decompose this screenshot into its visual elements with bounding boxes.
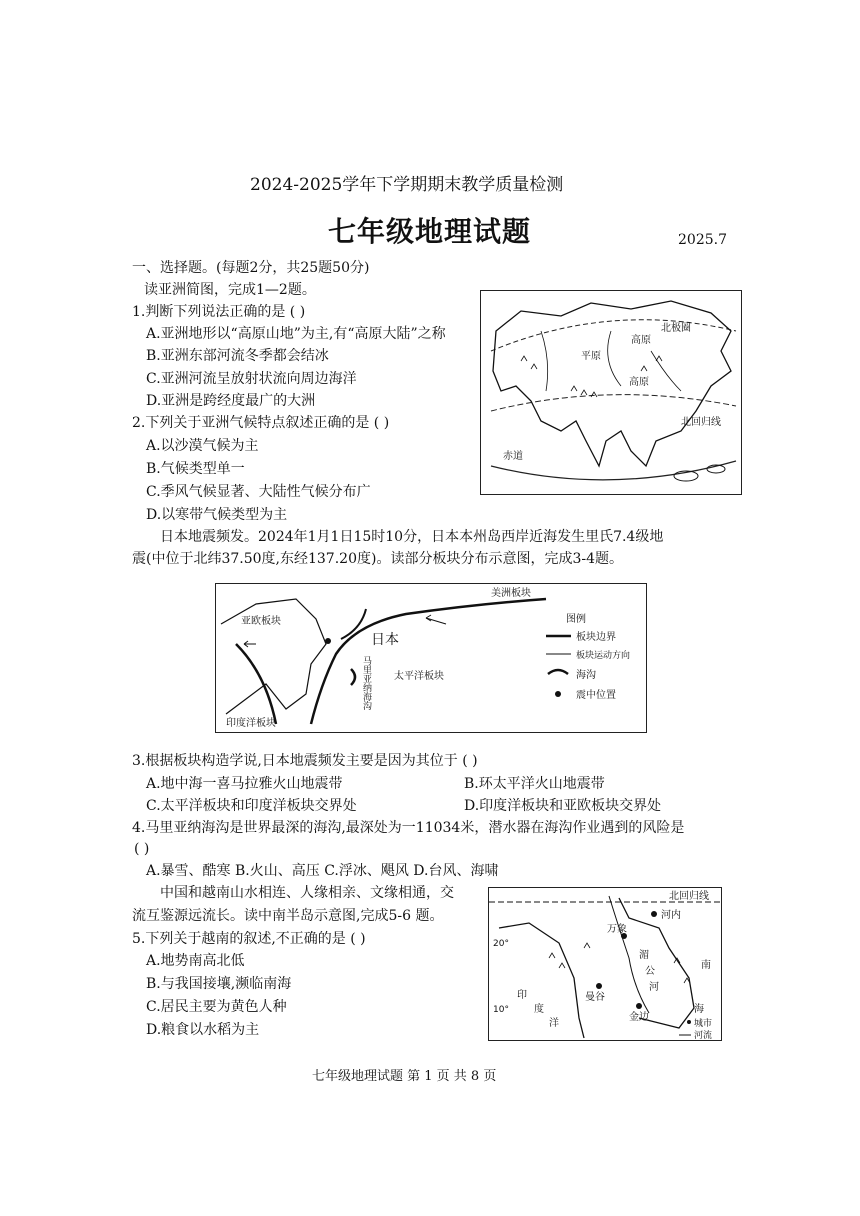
label-indian-ocean-2: 度 bbox=[534, 1004, 544, 1015]
question-4-paren: ( ) bbox=[134, 841, 150, 857]
map-legend bbox=[546, 612, 630, 701]
question-5-option-c: C.居民主要为黄色人种 bbox=[146, 999, 287, 1015]
label-indian-ocean-3: 洋 bbox=[549, 1018, 559, 1029]
question-3-option-c: C.太平洋板块和印度洋板块交界处 bbox=[146, 798, 357, 814]
label-phnompenh: 金边 bbox=[629, 1012, 649, 1023]
section-heading: 一、选择题。(每题2分，共25题50分) bbox=[132, 260, 370, 276]
label-eurasia-plate: 亚欧板块 bbox=[241, 616, 281, 627]
city-dot-hanoi bbox=[651, 911, 657, 917]
label-america-plate: 美洲板块 bbox=[491, 588, 531, 599]
label-lat-10: 10° bbox=[493, 1005, 509, 1015]
legend-boundary: 板块边界 bbox=[576, 632, 616, 643]
map-label-equator: 赤道 bbox=[503, 451, 523, 462]
legend-city-swatch bbox=[687, 1020, 691, 1024]
map-label-plateau-2: 高原 bbox=[629, 377, 649, 388]
arctic-circle-line bbox=[491, 320, 736, 351]
question-4-stem: 4.马里亚纳海沟是世界最深的海沟,最深处为一11034米，潜水器在海沟作业遇到的风险是 bbox=[132, 820, 685, 836]
legend-epicenter: 震中位置 bbox=[576, 690, 616, 701]
question-1-option-b: B.亚洲东部河流冬季都会结冰 bbox=[146, 348, 329, 364]
label-pacific-plate: 太平洋板块 bbox=[394, 671, 444, 682]
question-5-stem: 5.下列关于越南的叙述,不正确的是 ( ) bbox=[132, 931, 366, 947]
label-japan: 日本 bbox=[371, 632, 399, 648]
equator-line bbox=[491, 461, 736, 480]
passage-japan-line-2: 震(中位于北纬37.50度,东经137.20度)。读部分板块分布示意图，完成3-4题。 bbox=[132, 551, 623, 567]
label-indian-plate: 印度洋板块 bbox=[226, 718, 276, 729]
plate-motion-arrowhead bbox=[426, 615, 431, 621]
exam-date: 2025.7 bbox=[678, 232, 727, 248]
question-2-option-b: B.气候类型单一 bbox=[146, 461, 245, 477]
plate-boundary-line bbox=[236, 644, 276, 724]
asia-coastline bbox=[493, 301, 731, 466]
passage-vietnam-line-1: 中国和越南山水相连、人缘相亲、文缘相通，交 bbox=[160, 885, 454, 901]
question-2-option-d: D.以寒带气候类型为主 bbox=[146, 507, 288, 523]
question-2-option-c: C.季风气候显著、大陆性气候分布广 bbox=[146, 484, 371, 500]
label-tropic: 北回归线 bbox=[669, 891, 709, 902]
legend-motion: 板块运动方向 bbox=[576, 651, 631, 661]
question-4-options: A.暴雪、酷寒 B.火山、高压 C.浮冰、飓风 D.台风、海啸 bbox=[146, 863, 499, 879]
question-3-option-a: A.地中海一喜马拉雅火山地震带 bbox=[146, 776, 343, 792]
river-line bbox=[541, 331, 548, 391]
question-3-option-b: B.环太平洋火山地震带 bbox=[464, 776, 605, 792]
passage-vietnam-line-2: 流互鉴源远流长。读中南半岛示意图,完成5-6 题。 bbox=[132, 908, 444, 924]
label-indian-ocean-1: 印 bbox=[517, 990, 527, 1001]
question-3-stem: 3.根据板块构造学说,日本地震频发主要是因为其位于 ( ) bbox=[132, 753, 478, 769]
label-mariana-trench: 马里亚纳海沟 bbox=[361, 656, 371, 710]
label-mekong-3: 河 bbox=[649, 982, 659, 993]
trench-symbol bbox=[351, 669, 355, 685]
legend-city: 城市 bbox=[694, 1019, 713, 1029]
label-south-sea-2: 海 bbox=[694, 1004, 704, 1015]
indochina-map bbox=[488, 887, 722, 1041]
river-line bbox=[651, 351, 681, 391]
question-5-option-b: B.与我国接壤,濒临南海 bbox=[146, 976, 292, 992]
label-bangkok: 曼谷 bbox=[585, 992, 605, 1003]
mountain-symbols bbox=[549, 943, 690, 983]
exam-subtitle: 2024-2025学年下学期期末教学质量检测 bbox=[250, 175, 564, 195]
passage-japan-line-1: 日本地震频发。2024年1月1日15时10分，日本本州岛西岸近海发生里氏7.4级地 bbox=[160, 529, 664, 545]
question-1-stem: 1.判断下列说法正确的是 ( ) bbox=[132, 304, 306, 320]
map-label-plateau-1: 高原 bbox=[631, 335, 651, 346]
city-dot-phnompenh bbox=[636, 1003, 642, 1009]
asia-map bbox=[480, 290, 742, 495]
legend-trench-swatch bbox=[548, 670, 568, 674]
question-2-option-a: A.以沙漠气候为主 bbox=[146, 438, 259, 454]
question-1-option-d: D.亚洲是跨经度最广的大洲 bbox=[146, 393, 316, 409]
plate-map bbox=[215, 583, 647, 733]
question-1-option-a: A.亚洲地形以“高原山地”为主,有“高原大陆”之称 bbox=[146, 326, 446, 342]
plate-motion-arrow bbox=[426, 618, 446, 624]
label-south-sea-1: 南 bbox=[701, 960, 711, 971]
legend-title: 图例 bbox=[566, 614, 586, 625]
epicenter-dot bbox=[325, 638, 331, 644]
plate-boundary-line bbox=[311, 599, 546, 724]
map-label-tropic: 北回归线 bbox=[681, 417, 721, 428]
map-label-plain: 平原 bbox=[581, 351, 601, 362]
question-3-option-d: D.印度洋板块和亚欧板块交界处 bbox=[464, 798, 662, 814]
label-vientiane: 万象 bbox=[607, 924, 627, 935]
question-5-option-d: D.粮食以水稻为主 bbox=[146, 1022, 260, 1038]
label-hanoi: 河内 bbox=[661, 910, 681, 921]
label-lat-20: 20° bbox=[493, 939, 509, 949]
label-mekong-2: 公 bbox=[645, 966, 655, 977]
label-mekong-1: 湄 bbox=[639, 950, 649, 961]
map-label-arctic: 北极圈 bbox=[661, 323, 691, 334]
question-1-option-c: C.亚洲河流呈放射状流向周边海洋 bbox=[146, 371, 357, 387]
legend-epicenter-swatch bbox=[555, 691, 561, 697]
legend-river: 河流 bbox=[694, 1031, 713, 1040]
question-2-stem: 2.下列关于亚洲气候特点叙述正确的是 ( ) bbox=[132, 415, 390, 431]
section-intro: 读亚洲简图，完成1—2题。 bbox=[144, 282, 316, 298]
city-dot-bangkok bbox=[596, 983, 602, 989]
legend-trench: 海沟 bbox=[576, 670, 596, 681]
question-5-option-a: A.地势南高北低 bbox=[146, 953, 245, 969]
exam-title: 七年级地理试题 bbox=[328, 215, 532, 248]
page-footer: 七年级地理试题 第 1 页 共 8 页 bbox=[312, 1069, 497, 1084]
plate-motion-arrow bbox=[244, 641, 256, 647]
river-line bbox=[608, 331, 621, 386]
